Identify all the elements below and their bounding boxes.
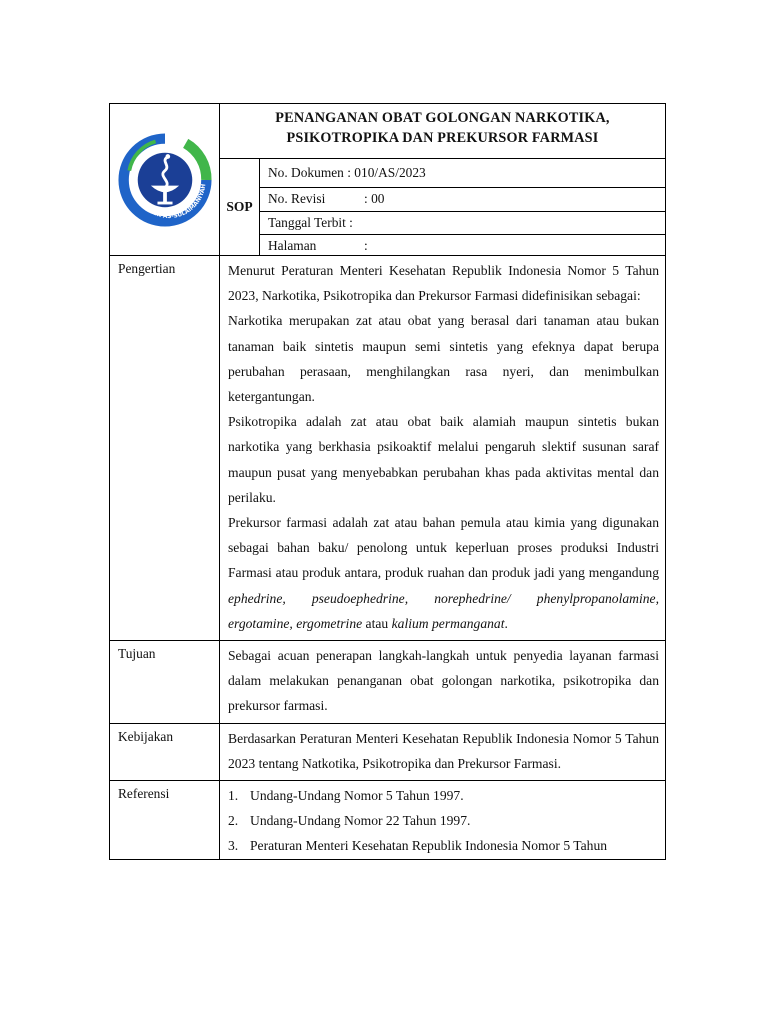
kebijakan-label: Kebijakan bbox=[110, 723, 220, 780]
revision-field bbox=[260, 188, 666, 212]
prekursor-text-mid: atau bbox=[362, 615, 392, 631]
prekursor-text-start: Prekursor farmasi adalah zat atau bahan pemula atau kimia yang digunakan sebagai bahan baku/ penolong untuk keperluan proses produksi Industri Farmasi atau produk antara, produk ruahan dan produk jadi yang mengandung bbox=[228, 515, 659, 581]
revision-value: : 00 bbox=[364, 191, 385, 206]
page-value: : bbox=[364, 238, 368, 253]
sop-label: SOP bbox=[220, 159, 260, 256]
pengertian-paragraph-1: Menurut Peraturan Menteri Kesehatan Republik Indonesia Nomor 5 Tahun 2023, Narkotika, Psikotropika dan Prekursor Farmasi didefinisikan sebagai: bbox=[228, 263, 659, 304]
document-title bbox=[220, 104, 666, 159]
reference-list bbox=[228, 783, 659, 859]
page-field bbox=[260, 235, 666, 256]
tujuan-label: Tujuan bbox=[110, 641, 220, 724]
list-item bbox=[228, 833, 659, 858]
revision-label: No. Revisi bbox=[268, 191, 326, 206]
prekursor-kalium: kalium permanganat bbox=[391, 615, 505, 631]
title-line-2: PSIKOTROPIKA DAN PREKURSOR FARMASI bbox=[286, 130, 599, 146]
pengertian-paragraph-2: Narkotika merupakan zat atau obat yang berasal dari tanaman atau bukan tanaman baik sintetis maupun semi sintetis yang efeknya dapat berupa perubahan perasaan, menghilangkan rasa nyeri, dan menimbulkan ketergantungan. bbox=[228, 313, 659, 405]
kebijakan-text: Berdasarkan Peraturan Menteri Kesehatan Republik Indonesia Nomor 5 Tahun 2023 tentang Natkotika, Psikotropika dan Prekursor Farmasi. bbox=[228, 730, 659, 771]
prekursor-text-end: . bbox=[504, 615, 508, 631]
reference-text: Peraturan Menteri Kesehatan Republik Indonesia Nomor 5 Tahun bbox=[250, 838, 608, 854]
pengertian-label: Pengertian bbox=[110, 256, 220, 641]
list-item bbox=[228, 808, 659, 833]
pengertian-content bbox=[220, 256, 666, 641]
reference-number: 2. bbox=[228, 813, 239, 829]
logo-cell bbox=[110, 104, 220, 256]
reference-text: Undang-Undang Nomor 5 Tahun 1997. bbox=[250, 788, 464, 804]
pengertian-paragraph-3: Psikotropika adalah zat atau obat baik alamiah maupun sintetis bukan narkotika yang berkhasia psikoaktif melalui pengaruh slektif susunan saraf maupun pusat yang menyebabkan perubahan khas pada aktivitas mental dan perilaku. bbox=[228, 414, 659, 505]
reference-text: Undang-Undang Nomor 22 Tahun 1997. bbox=[250, 813, 471, 829]
document-number-value: : 010/AS/2023 bbox=[347, 165, 426, 180]
kebijakan-content bbox=[220, 723, 666, 780]
referensi-label: Referensi bbox=[110, 781, 220, 860]
title-line-1: PENANGANAN OBAT GOLONGAN NARKOTIKA, bbox=[275, 110, 610, 126]
list-item bbox=[228, 783, 659, 808]
referensi-content bbox=[220, 781, 666, 860]
logo-ring-text: APOTEK AS-SULAIMANIYAH bbox=[137, 183, 207, 220]
document-number-label: No. Dokumen bbox=[268, 165, 344, 180]
issue-date-field bbox=[260, 212, 666, 235]
sop-document-table bbox=[109, 103, 666, 860]
reference-number: 1. bbox=[228, 788, 239, 804]
prekursor-substances: ephedrine, pseudoephedrine, norephedrine/ phenylpropanolamine, ergotamine, ergometrine bbox=[228, 590, 659, 631]
pengertian-paragraph-4 bbox=[228, 510, 659, 636]
tujuan-content bbox=[220, 641, 666, 724]
document-number-field bbox=[260, 159, 666, 188]
issue-date-label: Tanggal Terbit : bbox=[268, 215, 353, 230]
reference-number: 3. bbox=[228, 838, 239, 854]
pharmacy-logo-icon bbox=[118, 133, 212, 227]
page-label: Halaman bbox=[268, 238, 317, 253]
tujuan-text: Sebagai acuan penerapan langkah-langkah untuk penyedia layanan farmasi dalam melakukan penanganan obat golongan narkotika, psikotropika dan prekursor farmasi. bbox=[228, 648, 659, 714]
